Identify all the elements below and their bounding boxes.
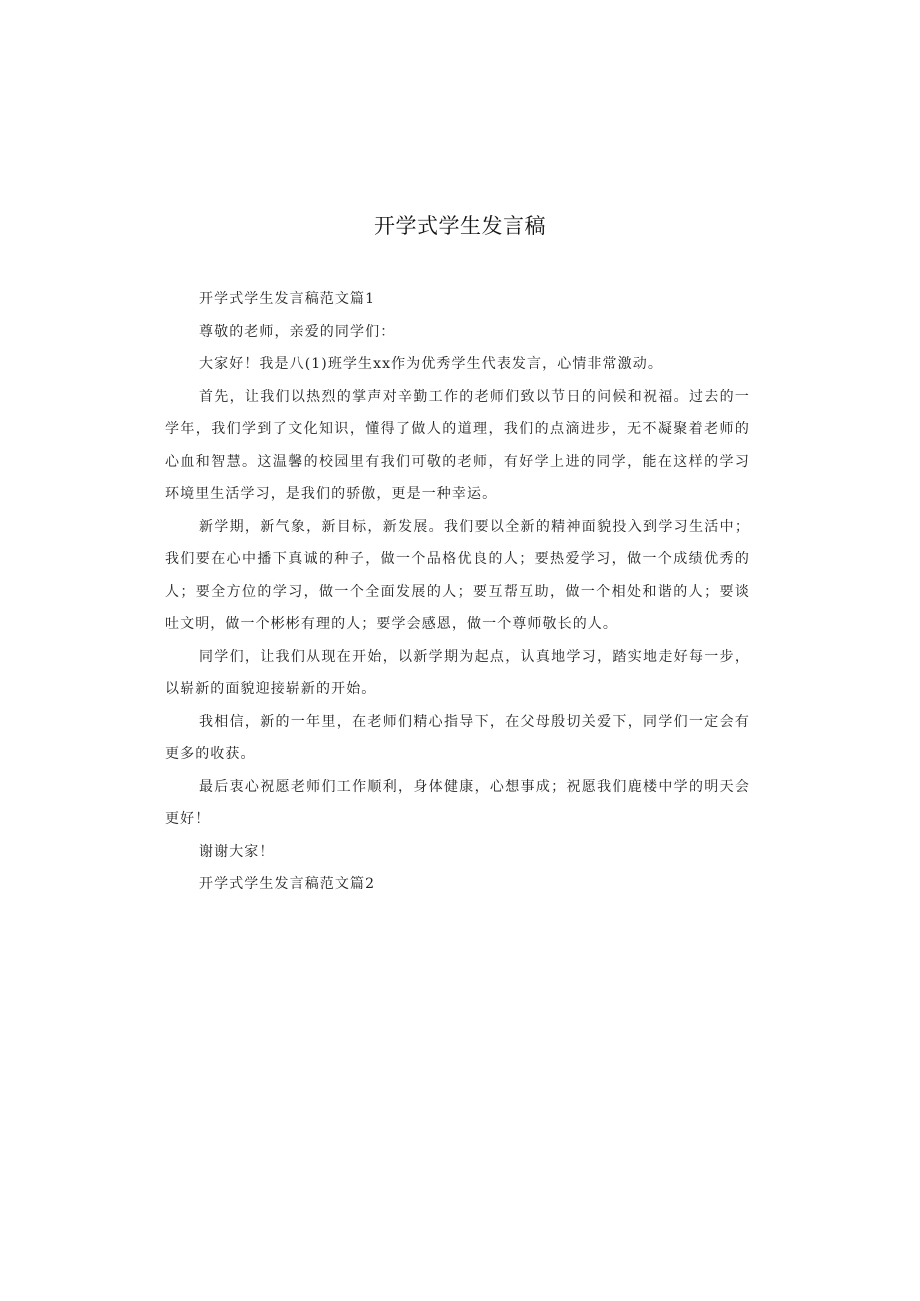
paragraph-new-semester: 新学期，新气象，新目标，新发展。我们要以全新的精神面貌投入到学习生活中；我们要在心中播下真诚的种子，做一个品格优良的人；要热爱学习，做一个成绩优秀的人；要全方位的学习，做一个全面发展的人；要互帮互助，做一个相处和谐的人；要谈吐文明，做一个彬彬有理的人；要学会感恩，做一个尊师敬长的人。 [165,518,750,632]
paragraph-belief: 我相信，新的一年里，在老师们精心指导下，在父母殷切关爱下，同学们一定会有更多的收获。 [165,713,750,762]
paragraph-salutation: 尊敬的老师，亲爱的同学们： [199,323,396,340]
paragraph-thanks-teachers: 首先，让我们以热烈的掌声对辛勤工作的老师们致以节日的问候和祝福。过去的一学年，我们学到了文化知识，懂得了做人的道理，我们的点滴进步，无不凝聚着老师的心血和智慧。这温馨的校园里有我们可敬的老师，有好学上进的同学，能在这样的学习环境里生活学习，是我们的骄傲，更是一种幸运。 [165,388,750,502]
paragraph-closing: 谢谢大家！ [199,843,275,860]
document-title: 开学式学生发言稿 [374,214,546,238]
paragraph-greeting: 大家好！我是八(1)班学生xx作为优秀学生代表发言，心情非常激动。 [199,356,663,372]
document-body [165,283,750,901]
paragraph-wishes: 最后衷心祝愿老师们工作顺利，身体健康，心想事成；祝愿我们鹿楼中学的明天会更好！ [165,778,750,827]
paragraph-heading-1: 开学式学生发言稿范文篇1 [199,291,376,307]
paragraph-heading-2: 开学式学生发言稿范文篇2 [199,876,376,892]
paragraph-call-to-action: 同学们，让我们从现在开始，以新学期为起点，认真地学习，踏实地走好每一步，以崭新的面貌迎接崭新的开始。 [165,648,750,697]
